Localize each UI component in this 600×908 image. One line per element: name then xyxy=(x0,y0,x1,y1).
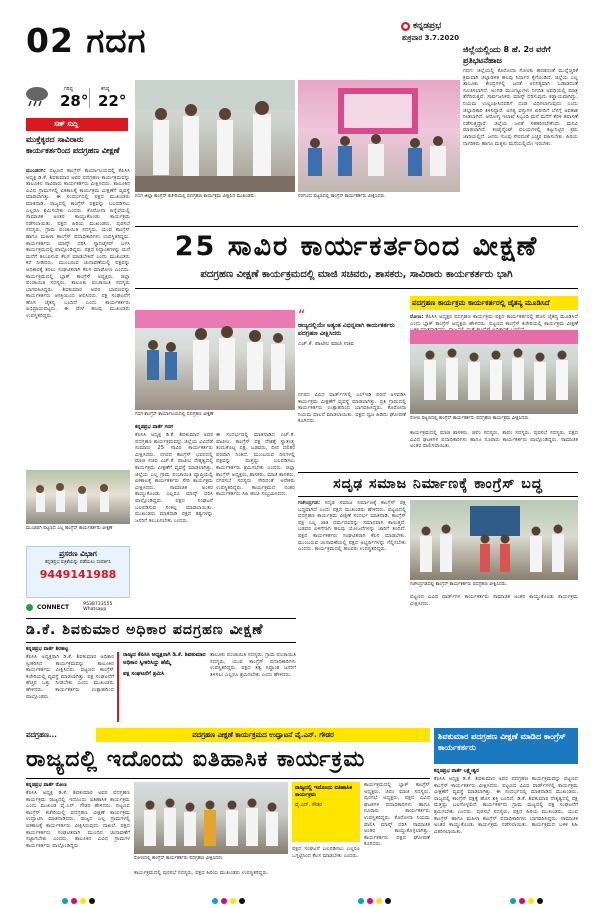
bottom-body-col1: ಕೆಪಿಸಿಸಿ ಅಧ್ಯಕ್ಷ ಡಿ.ಕೆ. ಶಿವಕುಮಾರ ಅವರ ಪದಗ್ರಹಣ ಕಾರ್ಯಕ್ರಮ ರಾಜ್ಯದಲ್ಲಿ ಇದೊಂದು ಐತಿಹಾಸಿಕ ಕಾರ್ಯಕ್ರಮ ಎಂದು ಮುಖಂಡ ವೈ.ಎನ್. ಗೌಡರ ಹೇಳಿದರು. ಪಟ್ಟಣದ ಕಾಂಗ್ರೆಸ್ ಕಚೇರಿಯಲ್ಲಿ ಪದಗ್ರಹಣ ವೀಕ್ಷಣೆ ಕಾರ್ಯಕ್ರಮ ಉದ್ಘಾಟಿಸಿ ಮಾತನಾಡಿದರು. ರಾಜ್ಯದ ಎಲ್ಲ ಗ್ರಾಮಗಳಲ್ಲಿ ಏಕಕಾಲಕ್ಕೆ ಕಾರ್ಯಕರ್ತರು ವೀಕ್ಷಿಸಿರುವುದು ದಾಖಲೆ. ಪಕ್ಷದ ಕಾರ್ಯಕರ್ತರು ಸಂಘಟಿತರಾಗಿ ಮುಂದಿನ ಚುನಾವಣೆಗೆ ಸಜ್ಜಾಗಬೇಕು ಎಂದರು. ತಾಲೂಕಿನ ವಿವಿಧ ಗ್ರಾಮಗಳ ಕಾರ್ಯಕರ್ತರು ಪಾಲ್ಗೊಂಡಿದ್ದರು. xyxy=(26,790,130,849)
circulation-text: ಕನ್ನಡಪ್ರಭ ಪತ್ರಿಕೆಯನ್ನು ಪಡೆಯಲು ಸಂಪರ್ಕಿಸಿ xyxy=(45,560,111,565)
side-story-body: ಗದಗ: ಜಿಲ್ಲೆಯಲ್ಲಿ ಕೊರೋನಾ ಸೋಂಕು ಹರಡದಂತೆ ಮುನ್ನೆಚ್ಚರಿಕೆ ಕ್ರಮವಾಗಿ ಜಿಲ್ಲಾಡಳಿತ ಹಲವು ನಿರ್ಧಾರ ಕೈಗೊಂಡಿದೆ. ಜಿಲ್ಲೆಯ ಎಲ್ಲ ತಾಲೂಕು ಕೇಂದ್ರಗಳಲ್ಲಿ ಜನತೆ ಅನಗತ್ಯವಾಗಿ ಓಡಾಡದಂತೆ ಸೂಚಿಸಲಾಗಿದೆ. ಅಂಗಡಿ ಮುಂಗಟ್ಟುಗಳು ನಿಗದಿತ ಅವಧಿಯಲ್ಲಿ ಮಾತ್ರ ತೆರೆದಿರುತ್ತವೆ. ಸಾರ್ವಜನಿಕರು ಮಾಸ್ಕ್ ಧರಿಸುವುದು ಕಡ್ಡಾಯವಾಗಿದ್ದು, ನಿಯಮ ಉಲ್ಲಂಘಿಸಿದವರಿಗೆ ದಂಡ ವಿಧಿಸಲಾಗುವುದು ಎಂದು ಜಿಲ್ಲಾಧಿಕಾರಿ ತಿಳಿಸಿದ್ದಾರೆ. ಅಗತ್ಯ ವಸ್ತುಗಳ ಖರೀದಿಗೆ ಬೆಳಗ್ಗೆ ಅವಕಾಶ ನೀಡಲಾಗಿದೆ. ಆರೋಗ್ಯ ಇಲಾಖೆ ಸಿಬ್ಬಂದಿ ಮನೆ ಮನೆಗೆ ತೆರಳಿ ತಪಾಸಣೆ ನಡೆಸುತ್ತಿದ್ದಾರೆ. ಜಿಲ್ಲೆಯ ಜನತೆ ಸಹಕರಿಸಬೇಕೆಂದು ಮನವಿ ಮಾಡಲಾಗಿದೆ. ಕಂಟೈನ್ಮೆಂಟ್ ವಲಯಗಳಲ್ಲಿ ಕಟ್ಟುನಿಟ್ಟಿನ ಕ್ರಮ ಜಾರಿಯಲ್ಲಿದೆ. ಜನರು ಗುಂಪು ಸೇರದಂತೆ ಎಚ್ಚರ ವಹಿಸಬೇಕು. ಹಿರಿಯ ನಾಗರಿಕರು ಹಾಗೂ ಮಕ್ಕಳು ಮನೆಯಲ್ಲಿಯೇ ಇರಬೇಕು. xyxy=(463,68,578,147)
mid-story-body: ಗಜೇಂದ್ರಗಡ: ಸದೃಢ ಸಮಾಜ ನಿರ್ಮಾಣಕ್ಕೆ ಕಾಂಗ್ರೆಸ್ ಪಕ್ಷ ಬದ್ಧವಾಗಿದೆ ಎಂದು ಪಕ್ಷದ ಮುಖಂಡರು ಹೇಳಿದರು. ಪಟ್ಟಣದಲ್ಲಿ ಪದಗ್ರಹಣ ಕಾರ್ಯಕ್ರಮ ವೀಕ್ಷಣೆ ಸಂದರ್ಭ ಮಾತನಾಡಿ, ಕಾಂಗ್ರೆಸ್ ಪಕ್ಷ ಎಲ್ಲ ಜಾತಿ ಧರ್ಮದವರನ್ನು ಸಮಾನವಾಗಿ ಕಾಣುತ್ತದೆ. ಬಡವರ ಏಳಿಗೆಗಾಗಿ ಹಲವು ಯೋಜನೆಗಳನ್ನು ಜಾರಿಗೆ ತಂದಿದೆ. ಪಕ್ಷದ ಕಾರ್ಯಕರ್ತರು ಸಂಘಟಿತರಾಗಿ ಕೆಲಸ ಮಾಡಬೇಕು. ಮುಂಬರುವ ಚುನಾವಣೆಯಲ್ಲಿ ಪಕ್ಷದ ಅಭ್ಯರ್ಥಿಗಳನ್ನು ಗೆಲ್ಲಿಸಬೇಕು ಎಂದರು. ಕಾರ್ಯಕ್ರಮದಲ್ಲಿ ಹಲವರು ಉಪಸ್ಥಿತರಿದ್ದರು. xyxy=(298,500,406,553)
main-story-photo xyxy=(135,310,295,410)
bottom-byline: ಕನ್ನಡಪ್ರಭ ವಾರ್ತೆ ರೋಣ xyxy=(26,782,67,788)
bottom-body-col4: ಕಾರ್ಯಕ್ರಮದಲ್ಲಿ ಬ್ಲಾಕ್ ಕಾಂಗ್ರೆಸ್ ಅಧ್ಯಕ್ಷರು, ಜಿಪಂ ಮಾಜಿ ಸದಸ್ಯರು, ಪುರಸಭೆ ಅಧ್ಯಕ್ಷರು, ಪಕ್ಷದ ವಿವಿಧ ಘಟಕಗಳ ಪದಾಧಿಕಾರಿಗಳು ಹಾಗೂ ನೂರಾರು ಕಾರ್ಯಕರ್ತರು ಉಪಸ್ಥಿತರಿದ್ದರು. ಕೊರೋನಾ ನಿಯಮ ಪಾಲಿಸಿ ಮಾಸ್ಕ್ ಧರಿಸಿ ಸಾಮಾಜಿಕ ಅಂತರ ಕಾಯ್ದುಕೊಳ್ಳಲಾಗಿತ್ತು. ಕಾರ್ಯಕರ್ತರು ಪಕ್ಷದ ಘೋಷಣೆ ಕೂಗಿದರು. xyxy=(364,782,430,848)
quote-marks-icon: “ xyxy=(298,308,306,324)
print-color-marks-far-right xyxy=(510,898,543,904)
left-photo-caption: ಮುಂಡರಗಿ ಪಟ್ಟಣದ ಎಲ್ಲ ಕಾಂಗ್ರೆಸ್ ಕಾರ್ಯಕರ್ತರು ವೀಕ್ಷಣೆ xyxy=(26,526,113,531)
weather-max-label: ಗರಿಷ್ಠ xyxy=(64,86,73,92)
bottom-body-col3: ಪಕ್ಷದ ಸಂಘಟನೆ ಬಲಪಡಿಸಲು ಎಲ್ಲರೂ ಒಗ್ಗಟ್ಟಿನಿಂದ ಕೆಲಸ ಮಾಡಬೇಕು ಎಂದರು. xyxy=(292,846,360,859)
mid-story-caption: ಗಜೇಂದ್ರಗಡದಲ್ಲಿ ಕಾಂಗ್ರೆಸ್ ಕಾರ್ಯಕರ್ತರು ಪದಗ್ರಹಣ ವೀಕ್ಷಿಸಿದರು. xyxy=(410,582,508,587)
top-photo-left-caption: ಗದಗ ಜಿಲ್ಲಾ ಕಾಂಗ್ರೆಸ್ ಕಚೇರಿಯಲ್ಲಿ ಪದಗ್ರಹಣ ಕಾರ್ಯಕ್ರಮ ವೀಕ್ಷಿಸಿದ ಮುಖಂಡರು. xyxy=(135,194,257,199)
bottom-photo-caption: ರೋಣದಲ್ಲಿ ಕಾಂಗ್ರೆಸ್ ಕಾರ್ಯಕರ್ತರು ಪದಗ್ರಹಣ ವೀಕ್ಷಿಸಿದರು. xyxy=(134,856,224,861)
brand-logo xyxy=(401,21,441,31)
weather-min-label: ಕನಿಷ್ಠ xyxy=(101,86,110,92)
connect-whatsapp: Whatsapp xyxy=(83,607,107,612)
bottom-quote-author: ವೈ.ಎನ್. ಗೌಡರ xyxy=(295,802,323,808)
top-photo-left xyxy=(135,80,295,192)
mid-story-photo xyxy=(410,500,578,580)
left-story-body: ಮುಂಡರಗಿ: ಪಟ್ಟಣದ ಕಾಂಗ್ರೆಸ್ ಕಾರ್ಯಾಲಯದಲ್ಲಿ ಕೆಪಿಸಿಸಿ ಅಧ್ಯಕ್ಷ ಡಿ.ಕೆ. ಶಿವಕುಮಾರ ಅವರ ಪದಗ್ರಹಣ ಕಾರ್ಯಕ್ರಮವನ್ನು ತಾಲೂಕಿನ ಸಾವಿರಾರು ಕಾರ್ಯಕರ್ತರು ವೀಕ್ಷಿಸಿದರು. ತಾಲೂಕಿನ ವಿವಿಧ ಗ್ರಾಮಗಳಲ್ಲಿ ಏಕಕಾಲಕ್ಕೆ ಕಾರ್ಯಕ್ರಮ ವೀಕ್ಷಣೆಗೆ ವ್ಯವಸ್ಥೆ ಮಾಡಲಾಗಿತ್ತು. ಈ ಸಂದರ್ಭದಲ್ಲಿ ಪಕ್ಷದ ಮುಖಂಡರು ಮಾತನಾಡಿ, ರಾಜ್ಯದಲ್ಲಿ ಕಾಂಗ್ರೆಸ್ ಪಕ್ಷವನ್ನು ಬಲಪಡಿಸಲು ಎಲ್ಲರೂ ಶ್ರಮಿಸಬೇಕು ಎಂದರು. ಕೊರೋನಾ ಹಿನ್ನೆಲೆಯಲ್ಲಿ ಸಾಮಾಜಿಕ ಅಂತರ ಕಾಯ್ದುಕೊಂಡು ಕಾರ್ಯಕ್ರಮ ನಡೆಸಲಾಯಿತು. ಪಕ್ಷದ ಹಿರಿಯ ಮುಖಂಡರು, ಪುರಸಭೆ ಸದಸ್ಯರು, ಗ್ರಾಮ ಪಂಚಾಯಿತಿ ಸದಸ್ಯರು, ಯುವ ಕಾಂಗ್ರೆಸ್ ಹಾಗೂ ಮಹಿಳಾ ಕಾಂಗ್ರೆಸ್ ಪದಾಧಿಕಾರಿಗಳು ಉಪಸ್ಥಿತರಿದ್ದರು. ಕಾರ್ಯಕರ್ತರು ಮಾಸ್ಕ್ ಧರಿಸಿ ಸ್ಯಾನಿಟೈಸರ್ ಬಳಸಿ ಕಾರ್ಯಕ್ರಮದಲ್ಲಿ ಪಾಲ್ಗೊಂಡಿದ್ದರು. ಪಕ್ಷದ ಸಿದ್ಧಾಂತಗಳನ್ನು ಮನೆ ಮನೆಗೆ ತಲುಪಿಸುವ ಕೆಲಸ ಮಾಡಬೇಕಿದೆ ಎಂದು ಮುಖಂಡರು ಕರೆ ನೀಡಿದರು. ಮುಂಬರುವ ಚುನಾವಣೆಯಲ್ಲಿ ಪಕ್ಷವನ್ನು ಅಧಿಕಾರಕ್ಕೆ ತರಲು ಸಂಘಟಿತರಾಗಿ ಕೆಲಸ ಮಾಡೋಣ ಎಂದರು. ಕಾರ್ಯಕ್ರಮದಲ್ಲಿ ಬ್ಲಾಕ್ ಕಾಂಗ್ರೆಸ್ ಅಧ್ಯಕ್ಷರು, ಜಿಲ್ಲಾ ಪಂಚಾಯಿತಿ ಸದಸ್ಯರು, ತಾಲೂಕು ಪಂಚಾಯಿತಿ ಸದಸ್ಯರು ಭಾಗವಹಿಸಿದ್ದರು. ಶಿವಕುಮಾರ ಅವರ ಭಾಷಣವನ್ನು ಕಾರ್ಯಕರ್ತರು ಆಸಕ್ತಿಯಿಂದ ಆಲಿಸಿದರು. ಪಕ್ಷ ಸಂಘಟನೆಗೆ ಹೊಸ ಚೈತನ್ಯ ಬಂದಿದೆ ಎಂದು ಕಾರ್ಯಕರ್ತರು ಅಭಿಪ್ರಾಯಪಟ್ಟರು. ಈ ವೇಳೆ ಹಲವು ಮುಖಂಡರು ಉಪಸ್ಥಿತರಿದ್ದರು. xyxy=(26,168,130,320)
dk-pull-1: ರಾಜ್ಯದ ಕೆಪಿಸಿಸಿ ಅಧ್ಯಕ್ಷರಾಗಿ ಡಿ.ಕೆ. ಶಿವಕುಮಾರ ಅಧಿಕಾರ ಸ್ವೀಕರಿಸಿದ್ದು ಹೆಮ್ಮೆ xyxy=(123,652,206,666)
bottom-right-byline: ಕನ್ನಡಪ್ರಭ ವಾರ್ತೆ ಲಕ್ಷ್ಮೇಶ್ವರ xyxy=(434,768,479,774)
mid-story-body-2: ಪಟ್ಟಣದ ವಿವಿಧ ವಾರ್ಡ್‌ಗಳ ಕಾರ್ಯಕರ್ತರು ಸಾಮಾಜಿಕ ಅಂತರ ಕಾಯ್ದುಕೊಂಡು ಕಾರ್ಯಕ್ರಮ ವೀಕ್ಷಿಸಿದರು. xyxy=(410,594,578,607)
main-story-byline: ಕನ್ನಡಪ್ರಭ ವಾರ್ತೆ ಗದಗ xyxy=(135,424,174,430)
news-tag: ಸಣ್ ಸುದ್ದಿ xyxy=(26,118,128,131)
circulation-title: ಪ್ರಸರಣ ವಿಭಾಗ xyxy=(59,549,97,558)
right-story-caption: ರೋಣ ಪಟ್ಟಣದಲ್ಲಿ ಕಾಂಗ್ರೆಸ್ ಕಾರ್ಯಕರ್ತರು ಪದಗ್ರಹಣ ಕಾರ್ಯಕ್ರಮ ವೀಕ್ಷಿಸಿದರು. xyxy=(410,416,530,421)
left-story-title: ಮುಕ್ತೆಕೃರದ ಸಾವಿರಾರು ಕಾರ್ಯಕರ್ತರಿಂದ ಪದಗ್ರಹಣ ವೀಕ್ಷಣೆ xyxy=(26,135,120,155)
main-quote-box xyxy=(298,310,406,390)
bottom-banner: ಪದಗ್ರಹಣ ವೀಕ್ಷಣೆ ಕಾರ್ಯಕ್ರಮದ ಉದ್ಘಾಟನೆ ವೈ.ಎನ್. ಗೌಡರ xyxy=(96,728,430,742)
left-column-photo xyxy=(26,470,130,524)
weather-icon xyxy=(24,84,50,108)
dk-story-byline: ಕನ್ನಡಪ್ರಭ ವಾರ್ತೆ ಶಿರಹಟ್ಟಿ xyxy=(26,646,69,652)
brand-logo-icon: ● xyxy=(402,22,409,30)
main-quote: ರಾಜ್ಯದಲ್ಲಿಯೇ ಅತ್ಯಂತ ವಿಭಿನ್ನವಾಗಿ ಕಾರ್ಯಕರ್ತರು ಪದಗ್ರಹಣ ವೀಕ್ಷಿಸಿದರು xyxy=(298,322,395,337)
print-color-marks-left xyxy=(62,898,95,904)
bottom-quote-box xyxy=(292,782,360,842)
main-headline: 25 ಸಾವಿರ ಕಾರ್ಯಕರ್ತರಿಂದ ವೀಕ್ಷಣೆ xyxy=(174,231,539,262)
main-story-body-col1: ಕೆಪಿಸಿಸಿ ಅಧ್ಯಕ್ಷ ಡಿ.ಕೆ. ಶಿವಕುಮಾರ ಅವರ ಪದಗ್ರಹಣ ಕಾರ್ಯಕ್ರಮವನ್ನು ಜಿಲ್ಲೆಯ ವಿವಿಧೆಡೆ ಸುಮಾರು 25 ಸಾವಿರ ಕಾರ್ಯಕರ್ತರು ವೀಕ್ಷಿಸಿದರು. ನಗರದ ಕಾಂಗ್ರೆಸ್ ಭವನದಲ್ಲಿ ಮಾಜಿ ಸಚಿವ ಎಚ್.ಕೆ. ಪಾಟೀಲ ನೇತೃತ್ವದಲ್ಲಿ ಕಾರ್ಯಕ್ರಮ ವೀಕ್ಷಣೆಗೆ ವ್ಯವಸ್ಥೆ ಮಾಡಲಾಗಿತ್ತು. ಜಿಲ್ಲೆಯ ಎಲ್ಲ ಗ್ರಾಮ ಪಂಚಾಯಿತಿ ವ್ಯಾಪ್ತಿಯಲ್ಲಿ ಏಕಕಾಲಕ್ಕೆ ಕಾರ್ಯಕರ್ತರು ಸೇರಿ ಕಾರ್ಯಕ್ರಮ ವೀಕ್ಷಿಸಿದರು. ಸಾಮಾಜಿಕ ಅಂತರ ಕಾಯ್ದುಕೊಂಡು ಎಲ್ಲರೂ ಮಾಸ್ಕ್ ಧರಿಸಿ ಪಾಲ್ಗೊಂಡಿದ್ದರು. ಪಕ್ಷದ ಸಂಘಟನೆ ಬಲಪಡಿಸುವ ಸಂಕಲ್ಪ ಮಾಡಲಾಯಿತು. ಮುಖಂಡರು ಮಾತನಾಡಿ ಪಕ್ಷದ ತತ್ವಗಳನ್ನು ಜನರಿಗೆ ತಲುಪಿಸಬೇಕು ಎಂದರು. xyxy=(135,432,213,524)
main-quote-author: ಎಚ್.ಕೆ. ಪಾಟೀಲ ಮಾಜಿ ಸಚಿವ xyxy=(298,341,354,347)
weather-max: 28° xyxy=(60,92,89,110)
main-story-body-col3: ನಗರದ ವಿವಿಧ ವಾರ್ಡ್‌ಗಳಲ್ಲಿ ಎಲ್‌ಇಡಿ ಪರದೆ ಅಳವಡಿಸಿ ಕಾರ್ಯಕ್ರಮ ವೀಕ್ಷಣೆಗೆ ವ್ಯವಸ್ಥೆ ಮಾಡಲಾಗಿತ್ತು. ಪ್ರತಿ ಗ್ರಾಮದಲ್ಲಿ ಕಾರ್ಯಕರ್ತರು ಉತ್ಸಾಹದಿಂದ ಭಾಗವಹಿಸಿದ್ದರು. ಕೊರೋನಾ ನಿಯಮ ಪಾಲನೆ ಮಾಡಲಾಯಿತು. ಪಕ್ಷದ ಧ್ವಜ ಹಿಡಿದು ಘೋಷಣೆ ಕೂಗಿದರು. xyxy=(298,392,406,425)
connect-bar xyxy=(26,600,130,614)
bottom-quote: ರಾಜ್ಯದಲ್ಲಿ ಇದೊಂದು ಐತಿಹಾಸಿಕ ಕಾರ್ಯಕ್ರಮ xyxy=(295,785,353,798)
bottom-headline: ರಾಜ್ಯದಲ್ಲಿ ಇದೊಂದು ಐತಿಹಾಸಿಕ ಕಾರ್ಯಕ್ರಮ xyxy=(26,747,366,772)
main-story-body-col2: ಈ ಸಂದರ್ಭದಲ್ಲಿ ಮಾತನಾಡಿದ ಎಚ್.ಕೆ. ಪಾಟೀಲ, ಕಾಂಗ್ರೆಸ್ ಪಕ್ಷ ದೇಶಕ್ಕೆ ಸ್ವಾತಂತ್ರ್ಯ ತಂದುಕೊಟ್ಟ ಪಕ್ಷ. ಬಡವರು, ದೀನ ದಲಿತರ ಪರವಾಗಿ ನಿಂತಿದೆ. ಮುಂಬರುವ ದಿನಗಳಲ್ಲಿ ಪಕ್ಷವನ್ನು ಮತ್ತಷ್ಟು ಬಲಪಡಿಸಲು ಕಾರ್ಯಕರ್ತರು ಶ್ರಮಿಸಬೇಕು ಎಂದರು. ಜಿಲ್ಲಾ ಕಾಂಗ್ರೆಸ್ ಅಧ್ಯಕ್ಷರು, ಶಾಸಕರು, ಮಾಜಿ ಶಾಸಕರು, ನಗರಸಭೆ ಸದಸ್ಯರು ಸೇರಿದಂತೆ ಅನೇಕರು ಉಪಸ್ಥಿತರಿದ್ದರು. ಕಾರ್ಯಕ್ರಮದ ನಂತರ ಕಾರ್ಯಕರ್ತರು ಸಿಹಿ ಹಂಚಿ ಸಂಭ್ರಮಿಸಿದರು. xyxy=(216,432,295,498)
mid-story-dateline: ಗಜೇಂದ್ರಗಡ: xyxy=(298,500,321,506)
print-color-marks-center xyxy=(212,898,245,904)
brand-name: ಕನ್ನಡಪ್ರಭ xyxy=(413,21,442,31)
right-story-headline: ಪದಗ್ರಹಣ ಕಾರ್ಯಕ್ರಮ ಕಾರ್ಯಕರ್ತರಲ್ಲಿ ಚೈತನ್ಯ ಮೂಡಿಸಿದೆ xyxy=(410,296,578,310)
circulation-phone: 9449141988 xyxy=(39,568,117,581)
bottom-body-col2: ಕಾರ್ಯಕ್ರಮದಲ್ಲಿ ಪುರಸಭೆ ಸದಸ್ಯರು, ಪಕ್ಷದ ಹಿರಿಯ ಮುಖಂಡರು ಉಪಸ್ಥಿತರಿದ್ದರು. xyxy=(134,870,269,876)
dk-story-body-2: ತಾಲೂಕು ಪಂಚಾಯಿತಿ ಸದಸ್ಯರು, ಗ್ರಾಮ ಪಂಚಾಯಿತಿ ಸದಸ್ಯರು, ಯುವ ಕಾಂಗ್ರೆಸ್ ಪದಾಧಿಕಾರಿಗಳು ಉಪಸ್ಥಿತರಿದ್ದರು. ಪಕ್ಷದ ತತ್ವ ಸಿದ್ಧಾಂತ ಜನರಿಗೆ ತಿಳಿಸಲು ಎಲ್ಲರೂ ಶ್ರಮಿಸಬೇಕು ಎಂದು ಹೇಳಿದರು. xyxy=(210,652,296,678)
page-title: 02 ಗದಗ xyxy=(26,21,147,60)
main-subhead: ಪದಗ್ರಹಣ ವೀಕ್ಷಣೆ ಕಾರ್ಯಕ್ರಮದಲ್ಲಿ ಮಾಜಿ ಸಚಿವರು, ಶಾಸಕರು, ಸಾವಿರಾರು ಕಾರ್ಯಕರ್ತರು ಭಾಗಿ xyxy=(200,269,513,280)
weather-min: 22° xyxy=(98,92,127,110)
right-story-body: ರೋಣ: ಕೆಪಿಸಿಸಿ ಅಧ್ಯಕ್ಷರ ಪದಗ್ರಹಣ ಕಾರ್ಯಕ್ರಮ ಪಕ್ಷದ ಕಾರ್ಯಕರ್ತರಲ್ಲಿ ಹೊಸ ಚೈತನ್ಯ ಮೂಡಿಸಿದೆ ಎಂದು ಬ್ಲಾಕ್ ಕಾಂಗ್ರೆಸ್ ಅಧ್ಯಕ್ಷರು ಹೇಳಿದರು. ಪಟ್ಟಣದ ಕಾಂಗ್ರೆಸ್ ಕಚೇರಿಯಲ್ಲಿ ಕಾರ್ಯಕ್ರಮ ವೀಕ್ಷಣೆ xyxy=(410,314,578,327)
connect-label: CONNECT xyxy=(37,603,70,611)
top-photo-right xyxy=(298,80,460,192)
dk-story-body: ಕೆಪಿಸಿಸಿ ಅಧ್ಯಕ್ಷರಾಗಿ ಡಿ.ಕೆ. ಶಿವಕುಮಾರ ಅಧಿಕಾರ ಸ್ವೀಕರಿಸಿದ ಕಾರ್ಯಕ್ರಮವನ್ನು ತಾಲೂಕಿನ ಕಾರ್ಯಕರ್ತರು ವೀಕ್ಷಿಸಿದರು. ಪಟ್ಟಣದ ಕಾಂಗ್ರೆಸ್ ಕಚೇರಿಯಲ್ಲಿ ವ್ಯವಸ್ಥೆ ಮಾಡಲಾಗಿತ್ತು. ಪಕ್ಷ ಸಂಘಟನೆಗೆ ಹೆಚ್ಚಿನ ಒತ್ತು ನೀಡಬೇಕು ಎಂದು ಮುಖಂಡರು ಹೇಳಿದರು. ಕಾರ್ಯಕರ್ತರು ಉತ್ಸಾಹದಿಂದ ಪಾಲ್ಗೊಂಡರು. xyxy=(26,654,114,700)
right-story-dateline: ರೋಣ: xyxy=(410,314,424,320)
bottom-right-headline: ಶಿವಕುಮಾರ ಪದಗ್ರಹಣ ವೀಕ್ಷಣೆ ಮಾಡಿದ ಕಾಂಗ್ರೆಸ್ ಕಾರ್ಯಕರ್ತರು xyxy=(434,728,578,764)
connect-icon xyxy=(26,604,33,611)
dk-pull-2: ಪಕ್ಷ ಸಂಘಟನೆಗೆ ಶ್ರಮಿಸಿ xyxy=(123,671,165,677)
section-tag: ಪದಗ್ರಹಣ... xyxy=(26,728,94,742)
main-story-photo-caption: ಗದಗ ಕಾಂಗ್ರೆಸ್ ಕಾರ್ಯಾಲಯದಲ್ಲಿ ಪದಗ್ರಹಣ ವೀಕ್ಷಣೆ xyxy=(135,412,214,417)
connect-phone: 9538733555 xyxy=(83,602,113,607)
left-story-dateline: ಮುಂಡರಗಿ: xyxy=(26,168,46,174)
dk-story-headline: ಡಿ.ಕೆ. ಶಿವಕುಮಾರ ಅಧಿಕಾರ ಪದಗ್ರಹಣ ವೀಕ್ಷಣೆ xyxy=(26,622,264,638)
print-color-marks-right xyxy=(358,898,391,904)
right-story-body-2: ಕಾರ್ಯಕ್ರಮದಲ್ಲಿ ಮಾಜಿ ಶಾಸಕರು, ಜಿಪಂ ಸದಸ್ಯರು, ತಾಪಂ ಸದಸ್ಯರು, ಪುರಸಭೆ ಸದಸ್ಯರು, ಪಕ್ಷದ ವಿವಿಧ ಘಟಕಗಳ ಪದಾಧಿಕಾರಿಗಳು ಹಾಗೂ ನೂರಾರು ಕಾರ್ಯಕರ್ತರು ಪಾಲ್ಗೊಂಡಿದ್ದರು. ಸಾಮಾಜಿಕ ಅಂತರ ಪಾಲಿಸಲಾಯಿತು. xyxy=(410,430,578,450)
circulation-ad xyxy=(26,546,130,598)
dk-pull-box xyxy=(117,652,207,722)
bottom-photo xyxy=(134,782,288,854)
mid-story-headline: ಸದೃಢ ಸಮಾಜ ನಿರ್ಮಾಣಕ್ಕೆ ಕಾಂಗ್ರೆಸ್ ಬದ್ಧ xyxy=(333,476,543,492)
side-title: ಜಿಲ್ಲೆಯಲ್ಲಿಂದು 8 ಹೆ. 2ರ ವರೆಗೆ ಪ್ರತಿಭಟನೆಹಾಜ xyxy=(463,45,551,65)
right-story-photo xyxy=(410,330,578,414)
bottom-right-body: ಕೆಪಿಸಿಸಿ ಅಧ್ಯಕ್ಷ ಡಿ.ಕೆ. ಶಿವಕುಮಾರ ಅವರ ಪದಗ್ರಹಣ ಕಾರ್ಯಕ್ರಮವನ್ನು ಪಟ್ಟಣದ ಕಾಂಗ್ರೆಸ್ ಕಾರ್ಯಕರ್ತರು ವೀಕ್ಷಿಸಿದರು. ಪಟ್ಟಣದ ವಿವಿಧ ವಾರ್ಡ್‌ಗಳಲ್ಲಿ ಕಾರ್ಯಕ್ರಮ ವೀಕ್ಷಣೆಗೆ ವ್ಯವಸ್ಥೆ ಮಾಡಲಾಗಿತ್ತು. ಈ ಸಂದರ್ಭದಲ್ಲಿ ಮಾತನಾಡಿದ ಮುಖಂಡರು, ರಾಜ್ಯದಲ್ಲಿ ಕಾಂಗ್ರೆಸ್ ಪಕ್ಷಕ್ಕೆ ಹೊಸ ಶಕ್ತಿ ಬಂದಿದೆ. ಡಿ.ಕೆ. ಶಿವಕುಮಾರ ನೇತೃತ್ವದಲ್ಲಿ ಪಕ್ಷ ಮತ್ತಷ್ಟು ಬಲಗೊಳ್ಳಲಿದೆ. ಕಾರ್ಯಕರ್ತರು ಗ್ರಾಮ ಮಟ್ಟದಲ್ಲಿ ಪಕ್ಷ ಸಂಘಟನೆಗೆ ಶ್ರಮಿಸಬೇಕು ಎಂದರು. ಪುರಸಭೆ ಸದಸ್ಯರು, ಪಕ್ಷದ ಹಿರಿಯ ಮುಖಂಡರು, ಯುವ ಕಾಂಗ್ರೆಸ್ ಹಾಗೂ ಮಹಿಳಾ ಕಾಂಗ್ರೆಸ್ ಪದಾಧಿಕಾರಿಗಳು ಭಾಗವಹಿಸಿದ್ದರು. ಸಾಮಾಜಿಕ ಅಂತರ ಕಾಯ್ದುಕೊಂಡು ಕಾರ್ಯಕ್ರಮ ನಡೆಸಲಾಯಿತು. ಕಾರ್ಯಕ್ರಮದ ಬಳಿಕ ಸಿಹಿ ವಿತರಿಸಲಾಯಿತು. xyxy=(434,776,578,835)
top-photo-right-caption: ನರಗುಂದ ಪಟ್ಟಣದಲ್ಲಿ ಕಾಂಗ್ರೆಸ್ ಕಾರ್ಯಕರ್ತರು ವೀಕ್ಷಿಸಿದರು. xyxy=(298,194,386,199)
issue-date: ಶುಕ್ರವಾರ 3.7.2020 xyxy=(402,34,460,42)
